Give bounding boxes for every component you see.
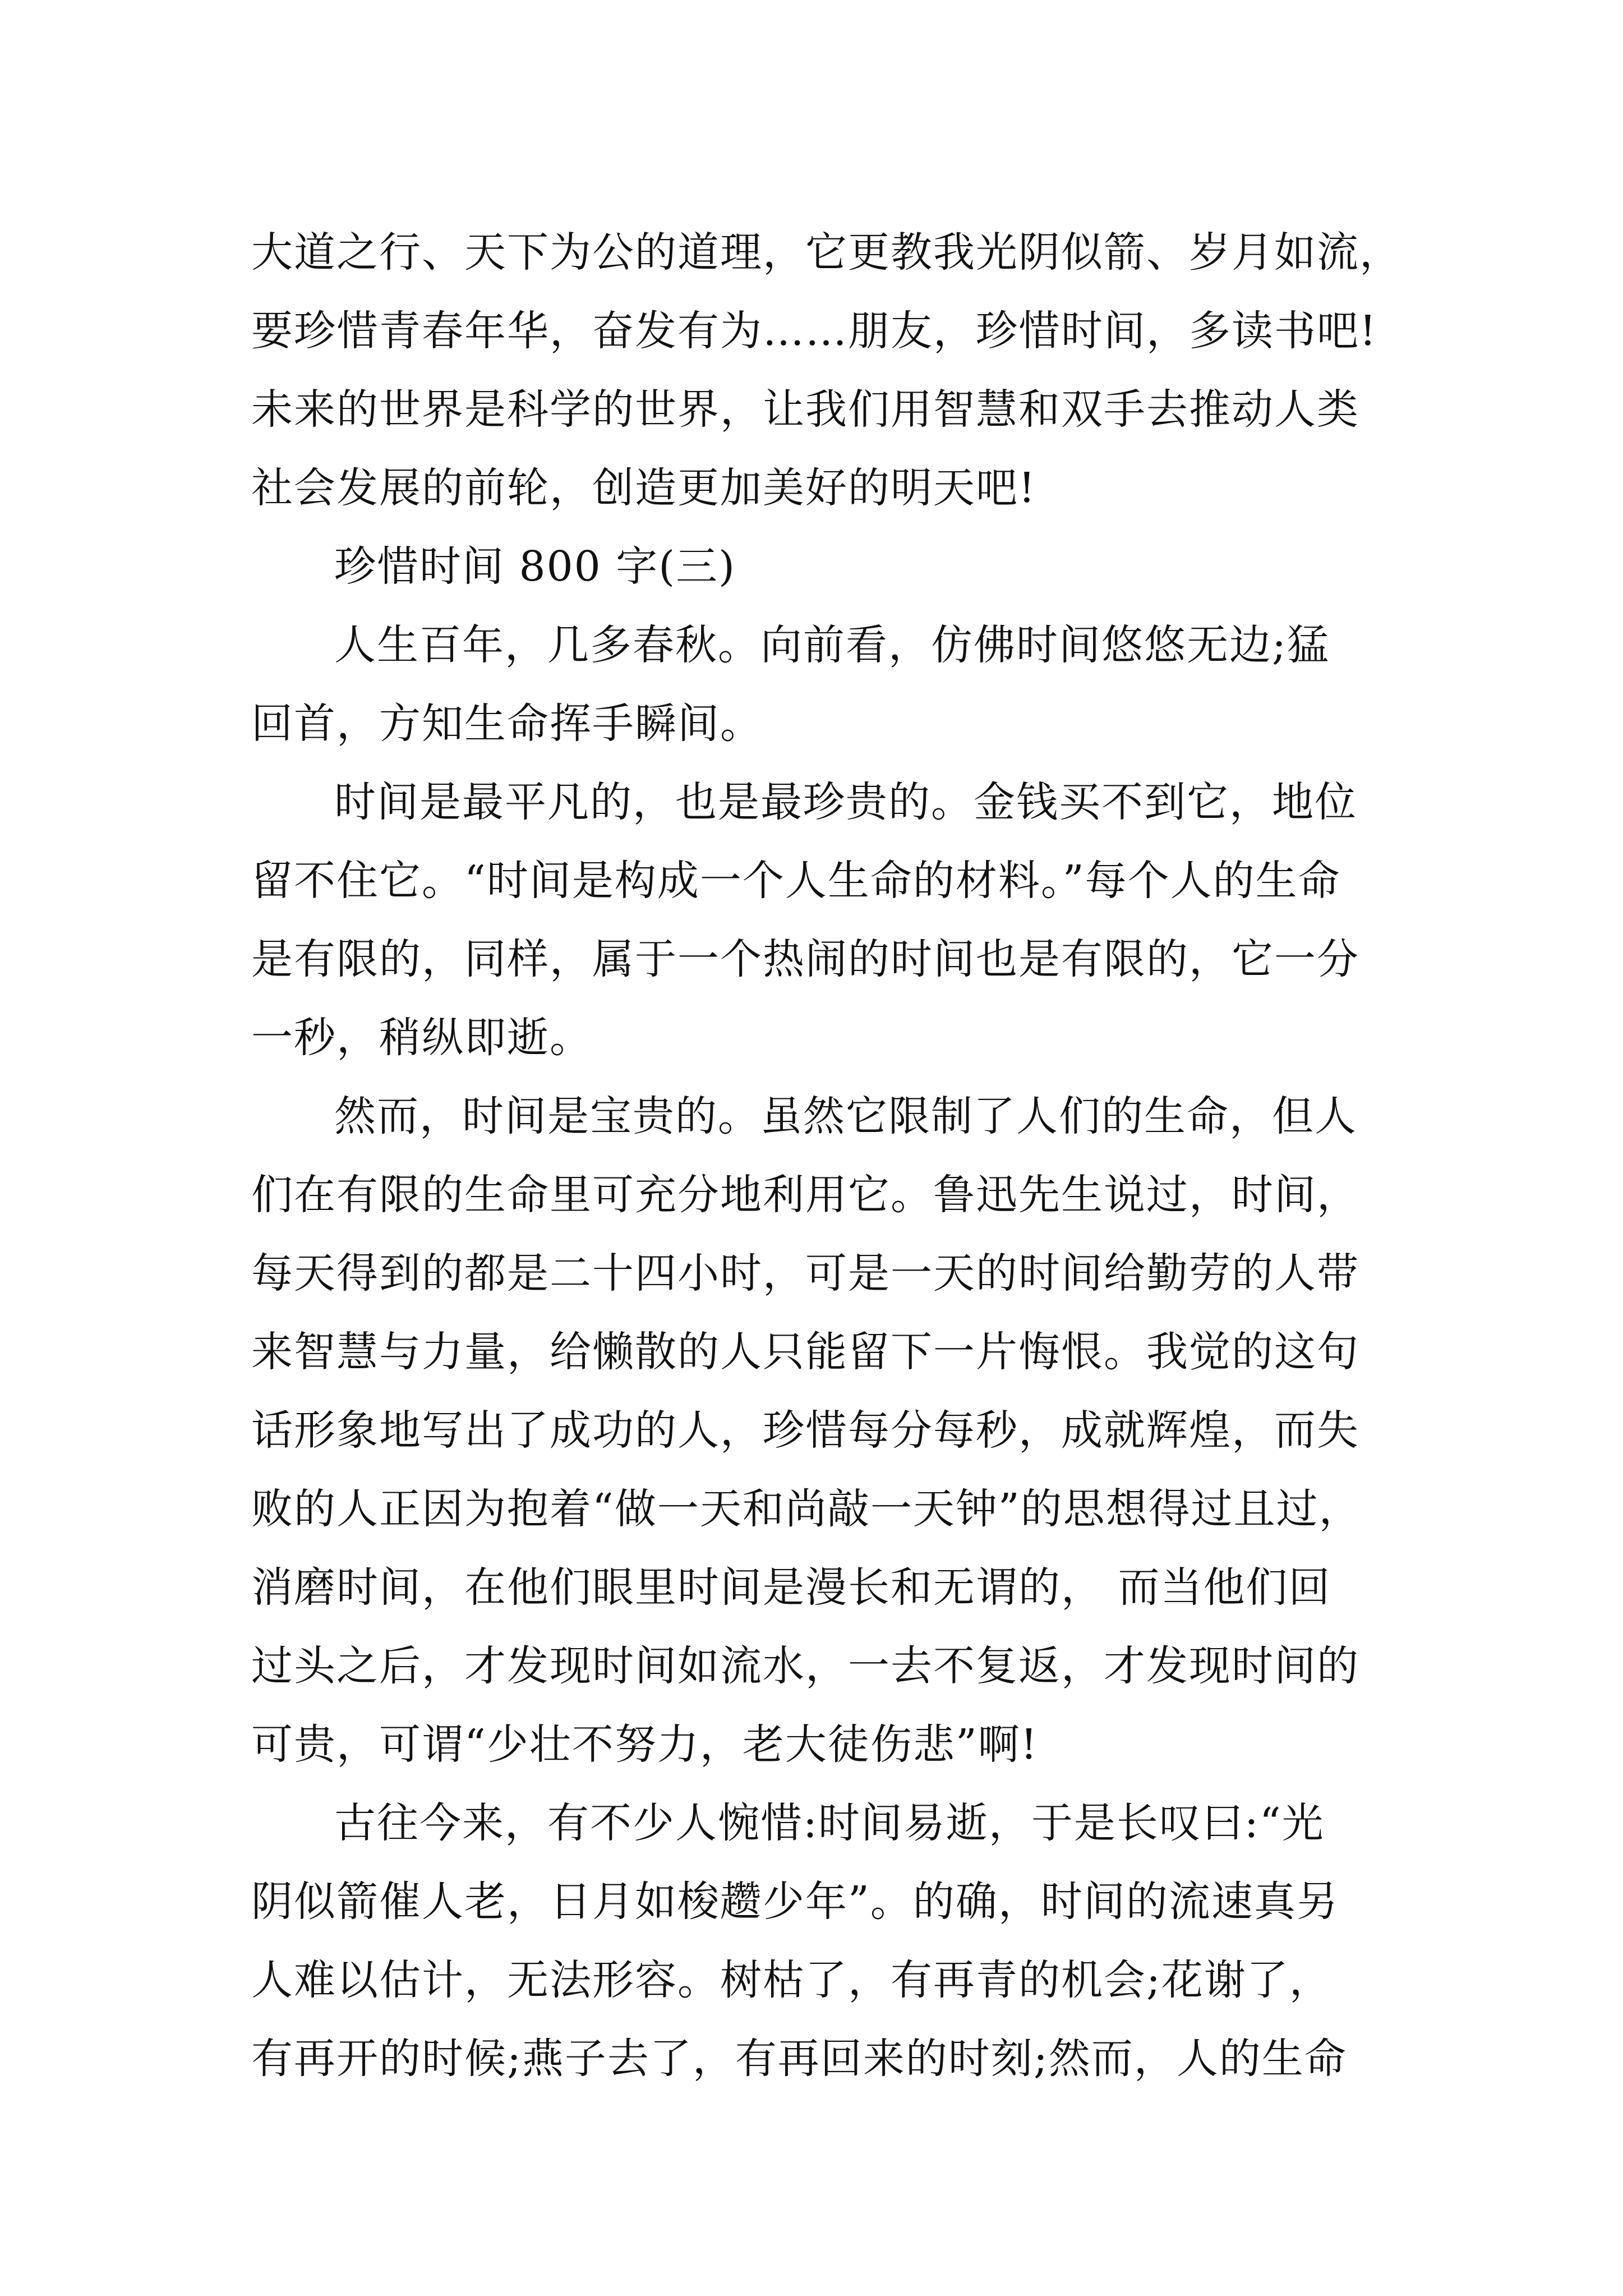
text-line: 时间是最平凡的，也是最珍贵的。金钱买不到它，地位 [334, 778, 1357, 826]
text-line: 人生百年，几多春秋。向前看，仿佛时间悠悠无边;猛 [334, 621, 1330, 669]
text-line: 回首，方知生命挥手瞬间。 [251, 700, 763, 748]
text-line: 社会发展的前轮，创造更加美好的明天吧! [251, 464, 1036, 512]
text-line: 阴似箭催人老，日月如梭趱少年”。的确，时间的流速真另 [251, 1878, 1339, 1926]
text-line: 是有限的，同样，属于一个热闹的时间也是有限的，它一分 [251, 935, 1359, 983]
text-line: 每天得到的都是二十四小时，可是一天的时间给勤劳的人带 [251, 1249, 1359, 1297]
text-line: 大道之行、天下为公的道理，它更教我光阴似箭、岁月如流， [251, 228, 1402, 277]
text-line: 然而，时间是宝贵的。虽然它限制了人们的生命，但人 [334, 1092, 1357, 1140]
text-line: 话形象地写出了成功的人，珍惜每分每秒，成就辉煌，而失 [251, 1406, 1359, 1455]
text-line: 消磨时间，在他们眼里时间是漫长和无谓的， 而当他们回 [251, 1563, 1331, 1612]
text-line: 一秒，稍纵即逝。 [251, 1014, 592, 1062]
body-text [251, 213, 1402, 2098]
text-line: 要珍惜青春年华，奋发有为……朋友，珍惜时间，多读书吧! [251, 307, 1377, 355]
text-line: 们在有限的生命里可充分地利用它。鲁迅先生说过，时间， [251, 1171, 1359, 1219]
text-line: 过头之后，才发现时间如流水，一去不复返，才发现时间的 [251, 1642, 1359, 1690]
text-line: 人难以估计，无法形容。树枯了，有再青的机会;花谢了， [251, 1956, 1332, 2004]
text-line: 有再开的时候;燕子去了，有再回来的时刻;然而，人的生命 [251, 2035, 1347, 2083]
text-line: 留不住它。“时间是构成一个人生命的材料。”每个人的生命 [251, 857, 1341, 905]
section-heading: 珍惜时间 800 字(三) [334, 542, 736, 591]
text-line: 古往今来，有不少人惋惜:时间易逝，于是长叹曰:“光 [334, 1799, 1325, 1847]
text-line: 可贵，可谓“少壮不努力，老大徒伤悲”啊! [251, 1720, 1039, 1769]
text-line: 来智慧与力量，给懒散的人只能留下一片悔恨。我觉的这句 [251, 1328, 1359, 1376]
text-line: 未来的世界是科学的世界，让我们用智慧和双手去推动人类 [251, 385, 1359, 434]
text-line: 败的人正因为抱着“做一天和尚敲一天钟”的思想得过且过， [251, 1485, 1362, 1533]
